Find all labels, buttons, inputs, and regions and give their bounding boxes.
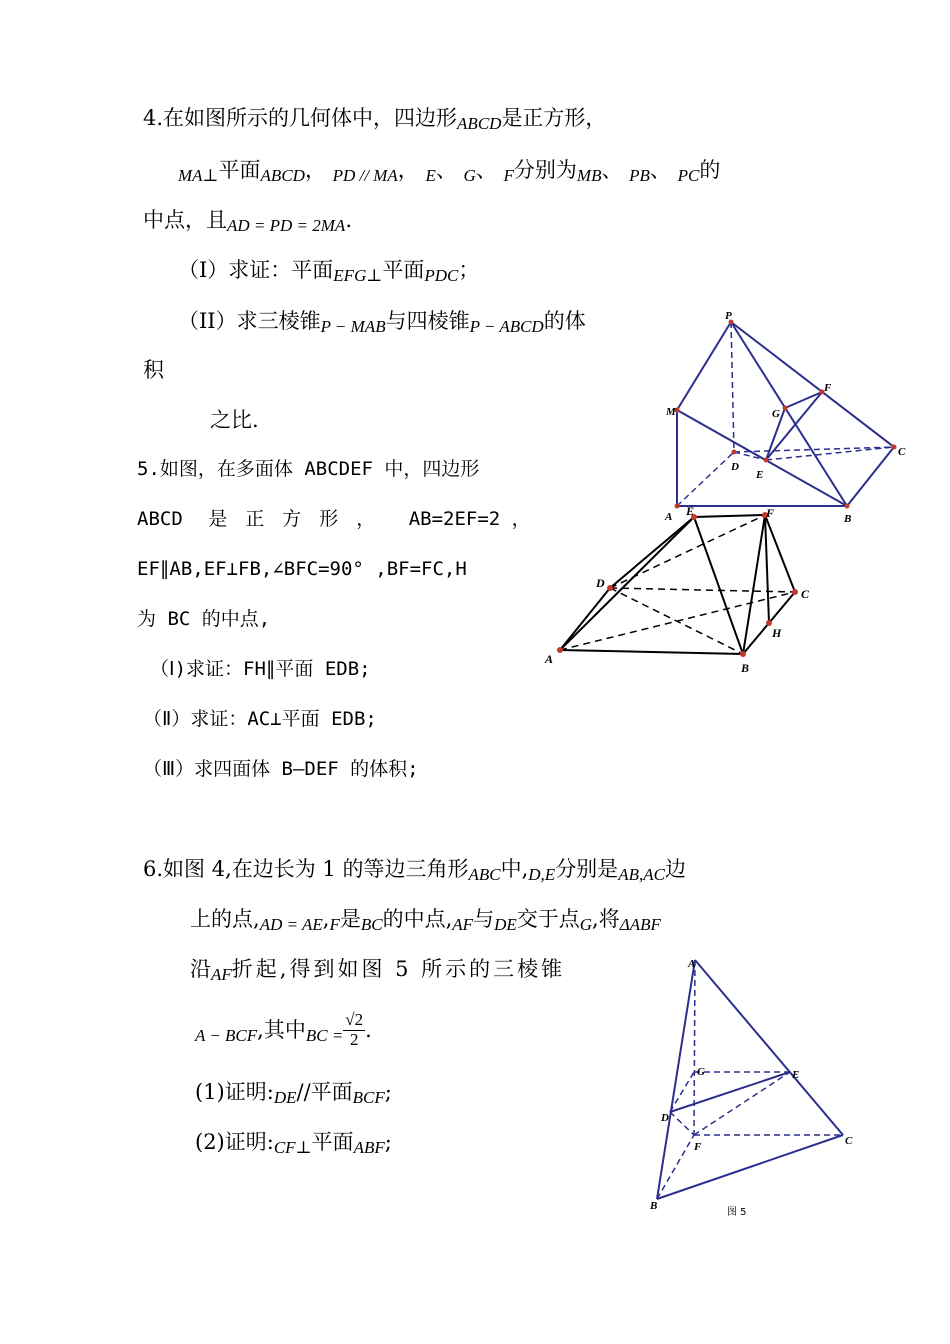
label-a: A: [688, 958, 696, 970]
q4-text: 、: [435, 158, 457, 182]
q4-text: 、: [475, 158, 497, 182]
q5-text: EF∥AB,EF⊥FB,∠BFC=90° ,BF=FC,H: [137, 558, 467, 580]
q6-text: 的中点,: [382, 907, 453, 931]
q4-text: （I）求证：平面: [178, 258, 334, 282]
q4-math: PC: [677, 166, 700, 185]
q6-math: ABF: [353, 1138, 385, 1157]
q6-math: AB,AC: [618, 865, 665, 884]
label-d: D: [596, 576, 605, 590]
q5-text: 是正方形，: [208, 508, 394, 530]
label-d: D: [731, 461, 739, 473]
q6-math: AD = AE: [259, 915, 323, 934]
q4-text: 是正方形，: [501, 106, 607, 130]
q4-math: G: [463, 166, 476, 185]
q4-text: 、: [601, 158, 623, 182]
q6-text: 交于点: [516, 907, 580, 931]
q6-text: ,: [322, 907, 330, 931]
q4-math: MB: [576, 166, 602, 185]
fraction-numerator: √2: [345, 1010, 364, 1029]
label-a: A: [665, 511, 673, 523]
label-c: C: [898, 446, 906, 458]
label-m: M: [666, 406, 676, 418]
q6-text: 与: [473, 907, 495, 931]
label-e: E: [792, 1069, 800, 1081]
figure-caption: 图 5: [727, 1207, 747, 1218]
q6-text: ,其中: [257, 1018, 306, 1042]
q4-math: ⊥: [202, 166, 219, 185]
q5-text: （Ⅱ）求证：AC⊥平面 EDB;: [143, 708, 377, 730]
q5-text: 5.如图，在多面体 ABCDEF 中，四边形: [137, 458, 480, 480]
q4-text: ，: [397, 158, 419, 182]
q6-text: 上的点,: [190, 907, 260, 931]
q4-text: 、: [649, 158, 671, 182]
label-c: C: [801, 587, 810, 601]
q4-text: 与四棱锥: [385, 309, 470, 333]
q4-math: EFG: [333, 266, 367, 285]
q4-text: ；: [458, 258, 480, 282]
q6-text: (1)证明:: [195, 1080, 274, 1104]
label-g: G: [697, 1066, 705, 1078]
q4-text: 平面: [218, 158, 261, 182]
q6-text: 折起,得到如图 5 所示的三棱锥: [231, 957, 566, 981]
q4-text: 的体: [543, 309, 586, 333]
q4-text: .: [345, 208, 352, 232]
q4-text: 之比.: [210, 408, 259, 432]
label-e: E: [686, 504, 695, 518]
label-p: P: [725, 310, 732, 322]
q6-math: AF: [452, 915, 474, 934]
q6-math: ΔABF: [619, 915, 661, 934]
q6-math: ABC: [468, 865, 501, 884]
q4-math: F: [503, 166, 514, 185]
label-f: F: [824, 382, 832, 394]
q6-text: .: [365, 1018, 372, 1042]
label-b: B: [650, 1200, 658, 1212]
label-c: C: [845, 1135, 853, 1147]
q4-math: ABCD: [457, 114, 502, 133]
q4-math: E: [425, 166, 436, 185]
q6-math: DE: [273, 1088, 297, 1107]
q6-text: ;: [384, 1080, 392, 1104]
label-b: B: [844, 513, 852, 525]
q5-text: （Ⅰ)求证：FH∥平面 EDB;: [150, 658, 371, 680]
q4-text: 的: [699, 158, 721, 182]
edge-df: [670, 1112, 694, 1135]
q6-math: D,E: [528, 865, 556, 884]
q5-text: AB=2EF=2 ，: [408, 508, 531, 530]
q6-text: 平面: [311, 1130, 354, 1154]
q4-math: AD = PD = 2MA: [227, 216, 346, 235]
q4-math: PD // MA: [332, 166, 398, 185]
q6-text: ,将: [592, 907, 620, 931]
q6-math: BCF: [352, 1088, 385, 1107]
fraction-denominator: 2: [349, 1030, 359, 1049]
q4-text: 分别为: [513, 158, 577, 182]
label-f: F: [766, 506, 775, 520]
q4-text: 积: [143, 358, 164, 382]
q6-math: DE: [494, 915, 517, 934]
q6-text: 边: [664, 857, 686, 881]
edge-ab: [657, 960, 695, 1199]
q5-text: （Ⅲ）求四面体 B—DEF 的体积;: [143, 758, 419, 780]
q4-math: P − ABCD: [469, 317, 544, 336]
label-b: B: [741, 661, 750, 675]
q6-text: (2)证明:: [195, 1130, 274, 1154]
label-h: H: [772, 626, 782, 640]
q4-math: PB: [629, 166, 650, 185]
q6-text: 沿: [190, 957, 211, 981]
q6-math: CF: [273, 1138, 296, 1157]
q6-text: 是: [339, 907, 361, 931]
q6-math: AF: [211, 965, 232, 984]
q4-math: P − MAB: [320, 317, 386, 336]
q6-math: A − BCF: [195, 1026, 258, 1045]
q4-math: ABCD: [260, 166, 305, 185]
q4-text: ，: [304, 158, 326, 182]
q6-math: ⊥: [295, 1138, 312, 1157]
q6-text: 6.如图 4,在边长为 1 的等边三角形: [143, 857, 469, 881]
q6-math: G: [579, 915, 593, 934]
q4-math: ⊥: [366, 266, 383, 285]
q6-text: 分别是: [555, 857, 619, 881]
q5-text: ABCD: [137, 508, 183, 530]
label-f: F: [694, 1141, 702, 1153]
q6-text: ;: [384, 1130, 392, 1154]
edge-ac: [695, 960, 843, 1135]
q6-math: BC =: [305, 1026, 344, 1045]
q4-text: （II）求三棱锥: [178, 309, 321, 333]
q6-math: BC: [360, 915, 383, 934]
q6-text: //平面: [296, 1080, 353, 1104]
q4-math: PDC: [424, 266, 459, 285]
q4-text: 中点，且: [143, 208, 227, 232]
label-a: A: [545, 652, 554, 666]
label-e: E: [756, 469, 764, 481]
edge-af: [694, 960, 695, 1135]
q5-text: 为 BC 的中点,: [137, 608, 271, 630]
label-g: G: [772, 408, 780, 420]
q6-math: F: [329, 915, 340, 934]
q4-text: 平面: [382, 258, 425, 282]
edge-de: [670, 1072, 790, 1112]
edge-fe: [694, 1072, 790, 1135]
label-d: D: [661, 1112, 669, 1124]
edge-bc: [657, 1135, 843, 1199]
q4-math: MA: [178, 166, 203, 185]
q6-text: 中,: [500, 857, 529, 881]
q4-text: 4.在如图所示的几何体中，四边形: [143, 106, 458, 130]
